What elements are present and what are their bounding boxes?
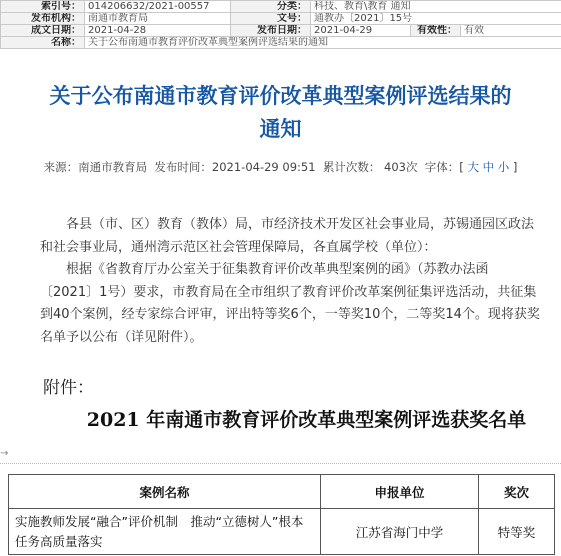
meta-key-index: 索引号：: [1, 1, 85, 13]
meta-value-validity: 有效: [461, 25, 561, 37]
meta-key-doc-number: 文号：: [231, 13, 311, 25]
meta-key-written-date: 成文日期：: [1, 25, 85, 37]
meta-value-doc-number: 通教办〔2021〕15号: [311, 13, 561, 25]
meta-row-publisher: [1, 13, 561, 25]
cell-applicant: 江苏省海门中学: [321, 509, 479, 555]
meta-key-publisher: 发布机构：: [1, 13, 85, 25]
meta-row-name: [1, 37, 561, 49]
header-award-level: 奖次: [479, 475, 555, 509]
view-count-label: 累计次数：: [322, 160, 381, 174]
font-bracket-open: [: [459, 160, 464, 174]
meta-key-name: 名称：: [1, 37, 85, 49]
meta-row-dates: [1, 25, 561, 37]
publish-time-label: 发布时间：: [154, 160, 212, 174]
publish-time-value: 2021-04-29 09:51: [211, 160, 316, 174]
article-info-bar: [0, 159, 561, 175]
font-size-large-link[interactable]: 大: [467, 160, 479, 174]
meta-value-category: 科技、教育\教育 通知: [311, 1, 561, 13]
arrow-icon: →: [0, 448, 9, 459]
meta-value-index: 014206632/2021-00557: [85, 1, 231, 13]
award-table-header: [9, 475, 555, 509]
view-count-unit: 次: [405, 160, 418, 174]
cell-award-level: 特等奖: [479, 509, 555, 555]
article-body: [40, 214, 540, 349]
header-case-name: 案例名称: [9, 475, 321, 509]
meta-value-publish-date: 2021-04-29: [311, 25, 411, 37]
table-row: [9, 509, 555, 555]
font-size-small-link[interactable]: 小: [497, 160, 510, 174]
cell-case-name: 实施教师发展“融合”评价机制 推动“立德树人”根本任务高质量落实: [9, 509, 321, 555]
award-table: [8, 474, 555, 555]
meta-value-name: 关于公布南通市教育评价改革典型案例评选结果的通知: [85, 37, 561, 49]
meta-key-validity: 有效性：: [411, 25, 461, 37]
font-size-medium-link[interactable]: 中: [482, 160, 495, 174]
document-meta-table: [0, 0, 561, 49]
meta-value-publisher: 南通市教育局: [85, 13, 231, 25]
article-title-line1: 关于公布南通市教育评价改革典型案例评选结果的: [49, 84, 512, 108]
meta-key-publish-date: 发布日期：: [231, 25, 311, 37]
attachment-label: 附件：: [43, 378, 94, 398]
award-list-title: 2021 年南通市教育评价改革典型案例评选获奖名单: [86, 409, 527, 431]
font-bracket-close: ]: [512, 160, 518, 174]
divider: [0, 463, 561, 464]
view-count-value: 403: [384, 160, 406, 174]
article-paragraph-content: 根据《省教育厅办公室关于征集教育评价改革典型案例的函》（苏教办法函〔2021〕1号）要求，市教育局在全市组织了教育评价改革案例征集评选活动，共征集到40个案例，经专家综合评审，评出特等奖6个，一等奖10个，二等奖14个。现将获奖名单予以公布（详见附件）。: [40, 262, 540, 345]
article-title: [0, 80, 561, 146]
article-title-line2: 通知: [259, 117, 302, 141]
meta-key-category: 分类：: [231, 1, 311, 13]
header-applicant: 申报单位: [321, 475, 479, 509]
source-value: 南通市教育局: [78, 160, 148, 174]
meta-row-index: [1, 1, 561, 13]
meta-value-written-date: 2021-04-28: [85, 25, 231, 37]
article-paragraph-recipients: 各县（市、区）教育（教体）局，市经济技术开发区社会事业局，苏锡通园区政法和社会事业局，通州湾示范区社会管理保障局，各直属学校（单位）：: [40, 217, 535, 255]
font-size-label: 字体：: [424, 160, 460, 174]
source-label: 来源：: [43, 160, 79, 174]
